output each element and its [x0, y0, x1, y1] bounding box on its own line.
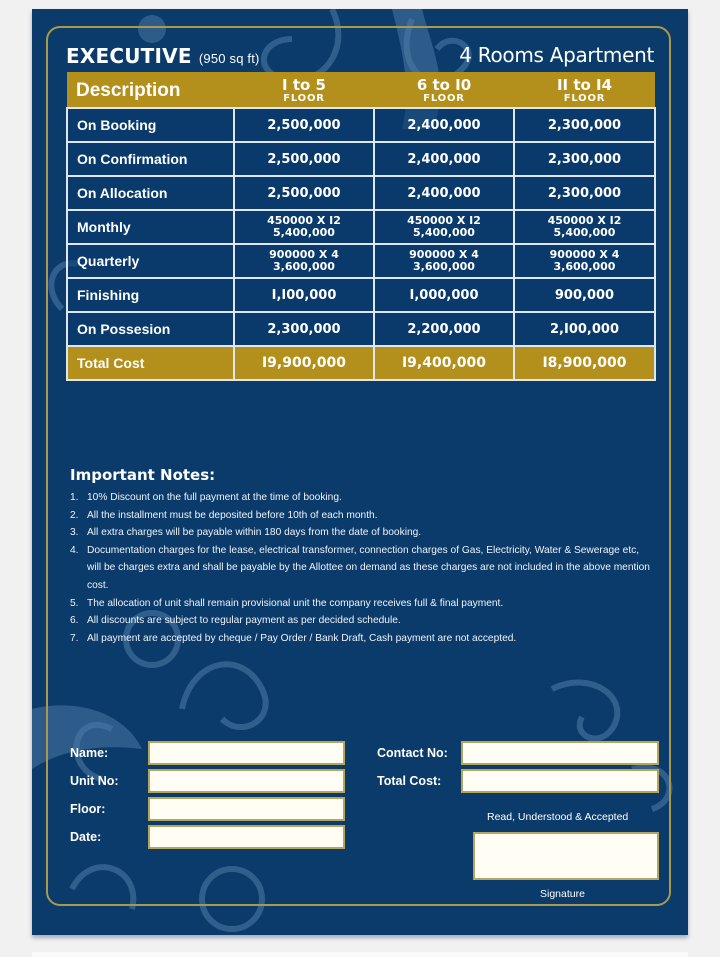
- cell-value: [374, 210, 514, 244]
- contact-no-label: Contact No:: [377, 746, 448, 760]
- cell-value: I,I00,000: [234, 278, 374, 312]
- cell-amount: 3,600,000: [553, 260, 616, 273]
- table-row: [67, 142, 655, 176]
- cell-formula: 900000 X 4: [409, 248, 479, 261]
- signature-box[interactable]: [473, 832, 659, 880]
- row-label: On Possesion: [67, 312, 234, 346]
- row-label: Total Cost: [67, 346, 234, 380]
- table-row: [67, 108, 655, 142]
- unit-category: EXECUTIVE: [66, 44, 192, 68]
- total-row: [67, 346, 655, 380]
- cell-amount: 3,600,000: [273, 260, 335, 273]
- cell-value: 900,000: [514, 278, 655, 312]
- floor-field[interactable]: [148, 797, 345, 821]
- notes-list: [70, 489, 650, 647]
- cell-value: 2,400,000: [374, 142, 514, 176]
- note-item: 1. 10% Discount on the full payment at the time of booking.: [70, 492, 342, 503]
- column-header-floors-11-14: II to I4 FLOOR: [514, 72, 655, 108]
- cell-formula: 900000 X 4: [549, 248, 620, 261]
- unit-no-label: Unit No:: [70, 774, 119, 788]
- row-label: Quarterly: [67, 244, 234, 278]
- cell-value: [514, 244, 655, 278]
- payment-plan-table: [66, 72, 656, 381]
- unit-no-field[interactable]: [148, 769, 345, 793]
- notes-heading: Important Notes:: [70, 466, 216, 484]
- cell-value: [374, 244, 514, 278]
- unit-size: (950 sq ft): [198, 51, 260, 66]
- cell-value: [234, 210, 374, 244]
- date-field[interactable]: [148, 825, 345, 849]
- cell-value: 2,300,000: [234, 312, 374, 346]
- next-page-edge: [32, 952, 688, 957]
- cell-amount: 5,400,000: [553, 226, 616, 239]
- cell-value: 2,400,000: [374, 108, 514, 142]
- cell-value: 2,500,000: [234, 108, 374, 142]
- contact-no-field[interactable]: [461, 741, 659, 765]
- note-item: 7. All payment are accepted by cheque / Pay Order / Bank Draft, Cash payment are not accepted.: [70, 632, 517, 644]
- column-header-floors-1-5: I to 5 FLOOR: [234, 72, 374, 108]
- unit-type: 4 Rooms Apartment: [459, 43, 654, 67]
- cell-value: 2,500,000: [234, 176, 374, 210]
- name-label: Name:: [70, 746, 109, 760]
- cell-value: [234, 244, 374, 278]
- note-item: 6. All discounts are subject to regular payment as per decided schedule.: [70, 615, 401, 627]
- cell-value: [514, 210, 655, 244]
- cell-amount: 5,400,000: [413, 226, 475, 239]
- cell-value: 2,200,000: [374, 312, 514, 346]
- column-header-description: Description: [67, 72, 234, 108]
- column-header-floors-6-10: 6 to I0 FLOOR: [374, 72, 514, 108]
- cell-value: 2,I00,000: [514, 312, 655, 346]
- unit-title: [66, 44, 260, 68]
- signature-label: Signature: [540, 888, 585, 900]
- table-row: [67, 210, 655, 244]
- table-row: [67, 278, 655, 312]
- table-row: [67, 244, 655, 278]
- table-header-row: [67, 72, 655, 108]
- row-label: On Confirmation: [67, 142, 234, 176]
- acceptance-text: Read, Understood & Accepted: [487, 811, 629, 823]
- cell-formula: 450000 X I2: [547, 214, 622, 227]
- cell-value: 2,300,000: [514, 142, 655, 176]
- note-item: 5. The allocation of unit shall remain provisional unit the company receives full & final payment.: [70, 597, 504, 609]
- total-value: I8,900,000: [514, 346, 655, 380]
- cell-amount: 3,600,000: [413, 260, 475, 273]
- cell-formula: 450000 X I2: [407, 214, 481, 227]
- cell-formula: 900000 X 4: [269, 248, 339, 261]
- cell-value: 2,300,000: [514, 176, 655, 210]
- table-row: [67, 176, 655, 210]
- row-label: On Allocation: [67, 176, 234, 210]
- total-value: I9,900,000: [234, 346, 374, 380]
- total-cost-label: Total Cost:: [377, 774, 442, 788]
- price-sheet: [32, 9, 688, 935]
- row-label: Finishing: [67, 278, 234, 312]
- note-item: 3. All extra charges will be payable within 180 days from the date of booking.: [70, 527, 422, 539]
- date-label: Date:: [70, 830, 102, 844]
- total-value: I9,400,000: [374, 346, 514, 380]
- note-item: 4. Documentation charges for the lease, electrical transformer, connection charges of Gas, Electricity, Water & Sewerage etc, will be charges extra and shall be payable by the Allottee on demand as these charges are not included in the above mention cost.: [70, 544, 650, 591]
- table-row: [67, 312, 655, 346]
- row-label: Monthly: [67, 210, 234, 244]
- cell-amount: 5,400,000: [273, 226, 335, 239]
- cell-formula: 450000 X I2: [267, 214, 341, 227]
- cell-value: I,000,000: [374, 278, 514, 312]
- name-field[interactable]: [148, 741, 345, 765]
- floor-label: Floor:: [70, 802, 106, 816]
- row-label: On Booking: [67, 108, 234, 142]
- total-cost-field[interactable]: [461, 769, 659, 793]
- cell-value: 2,500,000: [234, 142, 374, 176]
- cell-value: 2,400,000: [374, 176, 514, 210]
- note-item: 2. All the installment must be deposited before 10th of each month.: [70, 509, 378, 521]
- cell-value: 2,300,000: [514, 108, 655, 142]
